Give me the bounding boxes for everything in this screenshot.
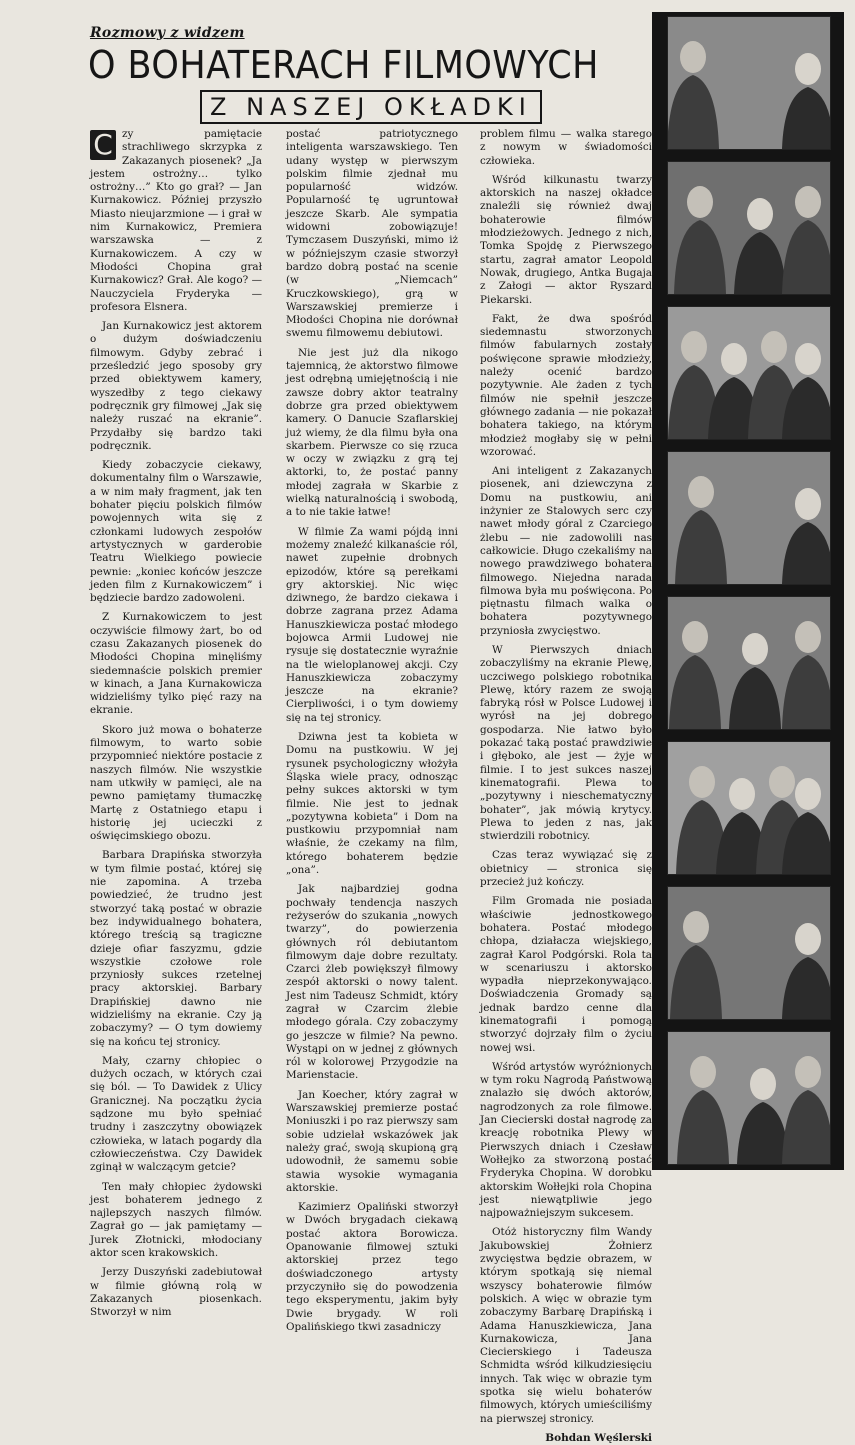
article-paragraph: Jerzy Duszyński zadebiutował w filmie główną rolą w Zakazanych piosenkach. Stworzył w nim xyxy=(90,1266,262,1319)
article-paragraph: Czas teraz wywiązać się z obietnicy — stronica się przecież już kończy. xyxy=(480,849,652,889)
article-paragraph: Wśród artystów wyróżnionych w tym roku Nagrodą Państwową znalazło się dwóch aktorów, nagrodzonych za role filmowe. Jan Ciecierski dostał nagrodę za kreację robotnika Plewy w Pierwszych dniach i Czesław Wołłejko za stworzoną postać Fryderyka Chopina. W dorobku aktorskim Wołłejki rola Chopina jest niewątpliwie jego najpoważniejszym sukcesem. xyxy=(480,1060,652,1220)
photo-strip xyxy=(652,12,844,1170)
article-paragraph: Mały, czarny chłopiec o dużych oczach, w których czai się ból. — To Dawidek z Ulicy Granicznej. Na początku życia sądzone mu było spełniać trudny i zaszczytny obowiązek człowieka, w latach pogardy dla człowieczeństwa. Czy Dawidek zginął w walczącym getcie? xyxy=(90,1054,262,1174)
article-paragraph: Fakt, że dwa spośród siedemnastu stworzonych filmów fabularnych zostały poświęcone sprawie młodzieży, należy ocenić bardzo pozytywnie. Ale żaden z tych filmów nie spełnił jeszcze głównego zadania — nie pokazał bohatera takiego, na którym młodzież mogłaby się w pełni wzorować. xyxy=(480,312,652,458)
photo-8 xyxy=(667,1031,831,1165)
article-paragraph: Jan Kurnakowicz jest aktorem o dużym doświadczeniu filmowym. Gdyby zebrać i prześledzić jego sposoby gry przed obiektywem kamery, wyszedłby z tego ciekawy podręcznik gry filmowej „Jak się należy ruszać na ekranie”. Przydałby się bardzo taki podręcznik. xyxy=(90,320,262,452)
article-paragraph: Dziwna jest ta kobieta w Domu na pustkowiu. W jej rysunek psychologiczny włożyła Śląska wiele pracy, odnosząc pełny sukces aktorski w tym filmie. Nie jest to jednak „pozytywna kobieta” i Dom na pustkowiu przypomniał nam właśnie, że czekamy na film, którego bohaterem będzie „ona”. xyxy=(286,731,458,877)
article-paragraph: problem filmu — walka starego z nowym w świadomości człowieka. xyxy=(480,128,652,167)
page-title: O BOHATERACH FILMOWYCH xyxy=(88,43,599,87)
article-paragraph: Jan Koecher, który zagrał w Warszawskiej premierze postać Moniuszki i po raz pierwszy sam sobie udzielał wskazówek jak należy grać, swoją skupioną grą udowodnił, że samemu sobie stawia wysokie wymagania aktorskie. xyxy=(286,1088,458,1194)
article-paragraph: Nie jest już dla nikogo tajemnicą, że aktorstwo filmowe jest odrębną umiejętnością i nie zawsze dobry aktor teatralny dobrze gra przed obiektywem kamery. O Danucie Szaflarskiej już wiemy, że dla filmu była ona skarbem. Pierwsze co się rzuca w oczy w związku z grą tej aktorki, to, że postać panny młodej zagrała w Skarbie z wielką naturalnością i swobodą, a to nie takie łatwe! xyxy=(286,346,458,519)
article-paragraph: Ani inteligent z Zakazanych piosenek, ani dziewczyna z Domu na pustkowiu, ani inżynier ze Stalowych serc czy nawet młody góral z Czarciego żlebu — nie zadowolili nas całkowicie. Długo czekaliśmy na nowego prawdziwego bohatera filmowego. Niejedna narada filmowa była mu poświęcona. Po piętnastu filmach walka o bohatera pozytywnego przyniosła zwycięstwo. xyxy=(480,465,652,637)
article-paragraph: Barbara Drapińska stworzyła w tym filmie postać, której się nie zapomina. A trzeba powiedzieć, że trudno jest stworzyć taką postać w obrazie bez indywidualnego bohatera, którego treścią są tragiczne dzieje ofiar faszyzmu, gdzie wszystkie czołowe role przyniosły sukces rzetelnej pracy aktorskiej. Barbary Drapińskiej dawno nie widzieliśmy na ekranie. Czy ją zobaczymy? — O tym dowiemy się na końcu tej stronicy. xyxy=(90,849,262,1048)
article-column-1 xyxy=(90,128,262,1326)
photo-5 xyxy=(667,596,831,730)
section-kicker: Rozmowy z widzem xyxy=(90,25,245,41)
photo-1 xyxy=(667,16,831,150)
article-paragraph: Z Kurnakowiczem to jest oczywiście filmowy żart, bo od czasu Zakazanych piosenek do Młodości Chopina minęliśmy siedemnaście polskich premier w kinach, a Jana Kurnakowicza widzieliśmy tylko pięć razy na ekranie. xyxy=(90,611,262,717)
article-paragraph: C zy pamiętacie strachliwego skrzypka z Zakazanych piosenek? „Ja jestem ostrożny… tylko ostrożny…” Kto go grał? — Jan Kurnakowicz. Później przyszło Miasto nieujarzmione — i grał w nim Kurnakowicz, Premiera warszawska — z Kurnakowiczem. A czy w Młodości Chopina grał Kurnakowicz? Grał. Ale kogo? — Nauczyciela Fryderyka — profesora Elsnera. xyxy=(90,128,262,313)
drop-cap: C xyxy=(90,130,116,160)
article-column-2 xyxy=(286,128,458,1340)
article-paragraph: W filmie Za wami pójdą inni możemy znaleźć kilkanaście ról, nawet zupełnie drobnych epizodów, które są perełkami gry aktorskiej. Nic więc dziwnego, że bardzo ciekawa i dobrze zagrana przez Adama Hanuszkiewicza postać młodego bojowca Armii Ludowej nie rysuje się dostatecznie wyraźnie na tle wieloplanowej akcji. Czy Hanuszkiewicza zobaczymy jeszcze na ekranie? Cierpliwości, i o tym dowiemy się na tej stronicy. xyxy=(286,525,458,724)
article-paragraph: Otóż historyczny film Wandy Jakubowskiej Żołnierz zwycięstwa będzie obrazem, w którym spotkają się niemal wszyscy bohaterowie filmów polskich. A więc w obrazie tym zobaczymy Barbarę Drapińską i Adama Hanuszkiewicza, Jana Kurnakowicza, Jana Ciecierskiego i Tadeusza Schmidta wśród kilkudziesięciu innych. Tak więc w obrazie tym spotka się wielu bohaterów filmowych, których umieściliśmy na pierwszej stronicy. xyxy=(480,1226,652,1425)
photo-3 xyxy=(667,306,831,440)
article-column-3 xyxy=(480,128,652,1445)
article-paragraph: Ten mały chłopiec żydowski jest bohaterem jednego z najlepszych naszych filmów. Zagrał go — jak pamiętamy — Jurek Złotnicki, młodociany aktor scen krakowskich. xyxy=(90,1180,262,1260)
photo-6 xyxy=(667,741,831,875)
photo-2 xyxy=(667,161,831,295)
article-paragraph: Wśród kilkunastu twarzy aktorskich na naszej okładce znaleźli się również dwaj bohaterowie filmów młodzieżowych. Jednego z nich, Tomka Spojdę z Pierwszego startu, zagrał amator Leopold Nowak, drugiego, Antka Bugaja z Załogi — aktor Ryszard Piekarski. xyxy=(480,173,652,306)
article-paragraph: postać patriotycznego inteligenta warszawskiego. Ten udany występ w pierwszym polskim filmie zjednał mu popularność widzów. Popularność tę ugruntował jeszcze Skarb. Ale sympatia widowni zobowiązuje! Tymczasem Duszyński, mimo iż w późniejszym czasie stworzył bardzo dobrą postać na scenie (w „Niemcach” Kruczkowskiego), grą w Warszawskiej premierze i Młodości Chopina nie dorównał swemu filmowemu debiutowi. xyxy=(286,128,458,340)
article-paragraph: Kazimierz Opaliński stworzył w Dwóch brygadach ciekawą postać aktora Borowicza. Opanowanie filmowej sztuki aktorskiej przez tego doświadczonego artysty przyczyniło się do powodzenia tego eksperymentu, jakim były Dwie brygady. W roli Opalińskiego tkwi zasadniczy xyxy=(286,1201,458,1333)
article-paragraph: Kiedy zobaczycie ciekawy, dokumentalny film o Warszawie, a w nim mały fragment, jak ten bohater pięciu polskich filmów powojennych wita się z członkami ludowych zespołów artystycznych w garderobie Teatru Wielkiego powiecie pewnie: „koniec końców jeszcze jeden film z Kurnakowiczem” i będziecie bardzo zadowoleni. xyxy=(90,459,262,605)
photo-7 xyxy=(667,886,831,1020)
article-paragraph: Skoro już mowa o bohaterze filmowym, to warto sobie przypomnieć niektóre postacie z naszych filmów. Nie wszystkie nam utkwiły w pamięci, ale na pewno pamiętamy tłumaczkę Martę z Ostatniego etapu i historię jej ucieczki z oświęcimskiego obozu. xyxy=(90,723,262,843)
photo-4 xyxy=(667,451,831,585)
article-paragraph: Jak najbardziej godna pochwały tendencja naszych reżyserów do szukania „nowych twarzy”, do powierzenia głównych ról debiutantom filmowym daje dobre rezultaty. Czarci żleb powiększył filmowy zespół aktorski o nowy talent. Jest nim Tadeusz Schmidt, który zagrał w Czarcim żlebie młodego górala. Czy zobaczymy go jeszcze w filmie? Na pewno. Wystąpi on w jednej z głównych ról w kolorowej Przygodzie na Marienstacie. xyxy=(286,883,458,1082)
article-paragraph: W Pierwszych dniach zobaczyliśmy na ekranie Plewę, uczciwego polskiego robotnika Plewę, który razem ze swoją fabryką rósł w Polsce Ludowej i wyrósł na jej dobrego gospodarza. Nie łatwo było pokazać taką postać prawdziwie i głęboko, ale jest — żyje w filmie. I to jest sukces naszej kinematografii. Plewa to „pozytywny i nieschematyczny bohater”, jak mówią krytycy. Plewa to jeden z nas, jak stwierdzili robotnicy. xyxy=(480,643,652,843)
author-signature: Bohdan Węślerski xyxy=(545,1431,652,1444)
page-subtitle: Z NASZEJ OKŁADKI xyxy=(200,90,542,124)
article-paragraph: Film Gromada nie posiada właściwie jednostkowego bohatera. Postać młodego chłopa, działacza wiejskiego, zagrał Karol Podgórski. Rola ta w scenariuszu i aktorsko wypadła nieprzekonywająco. Doświadczenia Gromady są jednak bardzo cenne dla kinematografii i pomogą stworzyć dojrzały film o życiu nowej wsi. xyxy=(480,895,652,1054)
